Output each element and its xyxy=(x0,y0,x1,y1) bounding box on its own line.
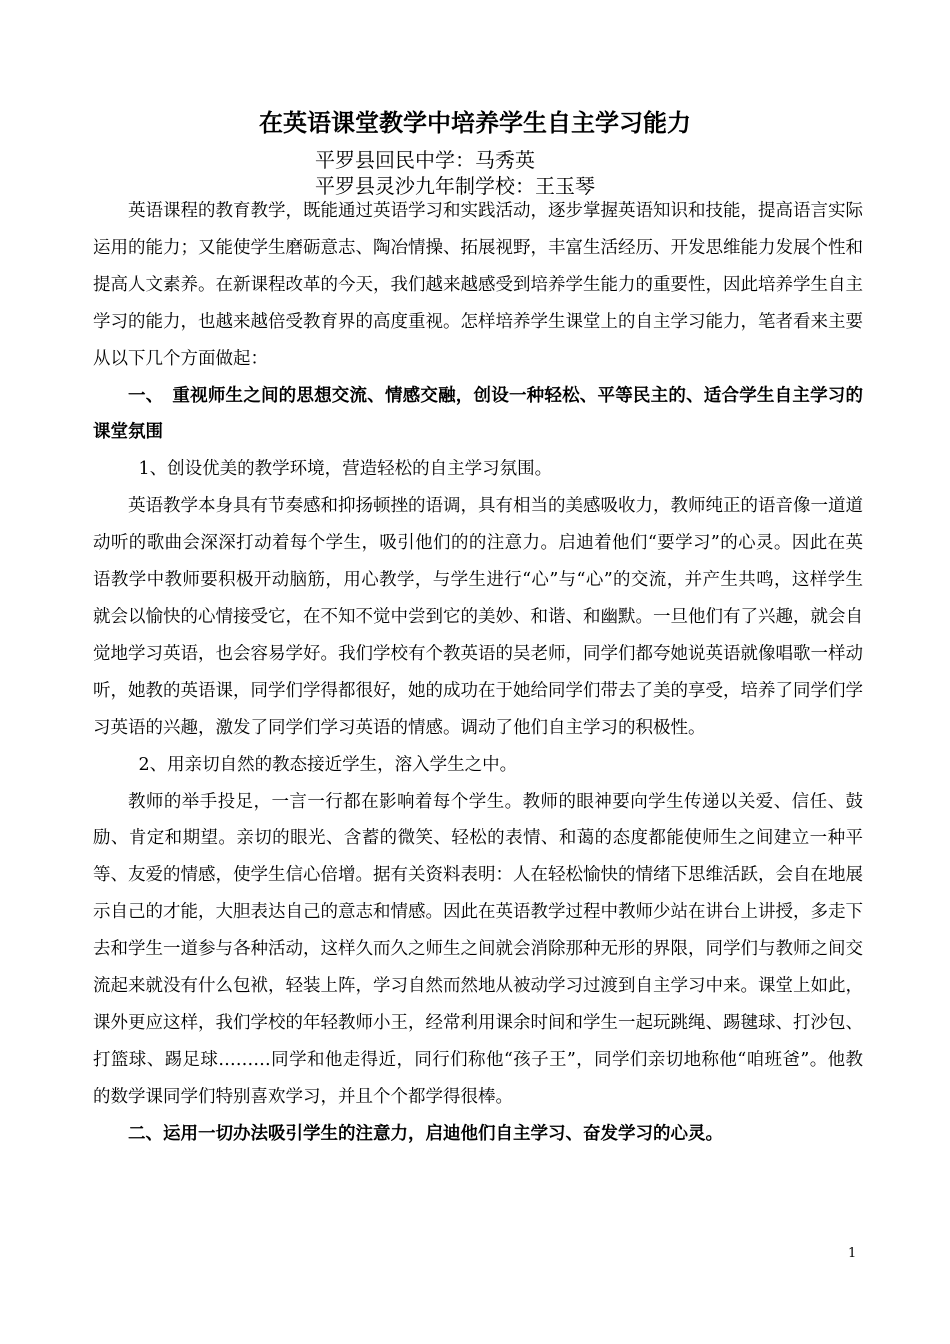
author-line-2: 平罗县灵沙九年制学校：王玉琴 xyxy=(315,174,595,198)
section-heading-2: 二、运用一切办法吸引学生的注意力，启迪他们自主学习、奋发学习的心灵。 xyxy=(128,1123,723,1144)
document-body xyxy=(93,193,863,1153)
page-number: 1 xyxy=(848,1246,857,1261)
intro-paragraph: 英语课程的教育教学，既能通过英语学习和实践活动，逐步掌握英语知识和技能，提高语言实际运用的能力；又能使学生磨砺意志、陶冶情操、拓展视野，丰富生活经历、开发思维能力发展个性和提高人文素养。在新课程改革的今天，我们越来越感受到培养学生能力的重要性，因此培养学生自主学习的能力，也越来越倍受教育界的高度重视。怎样培养学生课堂上的自主学习能力，笔者看来主要从以下几个方面做起： xyxy=(93,201,863,369)
section-heading-1: 一、 重视师生之间的思想交流、情感交融，创设一种轻松、平等民主的、适合学生自主学习的课堂氛围 xyxy=(93,385,863,443)
author-line-1: 平罗县回民中学：马秀英 xyxy=(315,148,535,172)
body-paragraph-2: 教师的举手投足，一言一行都在影响着每个学生。教师的眼神要向学生传递以关爱、信任、鼓励、肯定和期望。亲切的眼光、含蓄的微笑、轻松的表情、和蔼的态度都能使师生之间建立一种平等、友爱的情感，使学生信心倍增。据有关资料表明：人在轻松愉快的情绪下思维活跃，会自在地展示自己的才能，大胆表达自己的意志和情感。因此在英语教学过程中教师少站在讲台上讲授，多走下去和学生一道参与各种活动，这样久而久之师生之间就会消除那种无形的界限，同学们与教师之间交流起来就没有什么包袱，轻装上阵，学习自然而然地从被动学习过渡到自主学习中来。课堂上如此，课外更应这样，我们学校的年轻教师小王，经常利用课余时间和学生一起玩跳绳、踢毽球、打沙包、打篮球、踢足球………同学和他走得近，同行们称他“孩子王”，同学们亲切地称他“咱班爸”。他教的数学课同学们特别喜欢学习，并且个个都学得很棒。 xyxy=(93,791,863,1107)
body-paragraph-1: 英语教学本身具有节奏感和抑扬顿挫的语调，具有相当的美感吸收力，教师纯正的语音像一道道动听的歌曲会深深打动着每个学生，吸引他们的的注意力。启迪着他们“要学习”的心灵。因此在英语教学中教师要积极开动脑筋，用心教学，与学生进行“心”与“心”的交流，并产生共鸣，这样学生就会以愉快的心情接受它，在不知不觉中尝到它的美妙、和谐、和幽默。一旦他们有了兴趣，就会自觉地学习英语，也会容易学好。我们学校有个教英语的吴老师，同学们都夸她说英语就像唱歌一样动听，她教的英语课，同学们学得都很好，她的成功在于她给同学们带去了美的享受，培养了同学们学习英语的兴趣，激发了同学们学习英语的情感。调动了他们自主学习的积极性。 xyxy=(93,496,863,738)
document-title: 在英语课堂教学中培养学生自主学习能力 xyxy=(259,108,691,137)
subheading-1: 1、创设优美的教学环境，营造轻松的自主学习氛围。 xyxy=(138,459,553,480)
subheading-2: 2、用亲切自然的教态接近学生，溶入学生之中。 xyxy=(138,754,518,775)
